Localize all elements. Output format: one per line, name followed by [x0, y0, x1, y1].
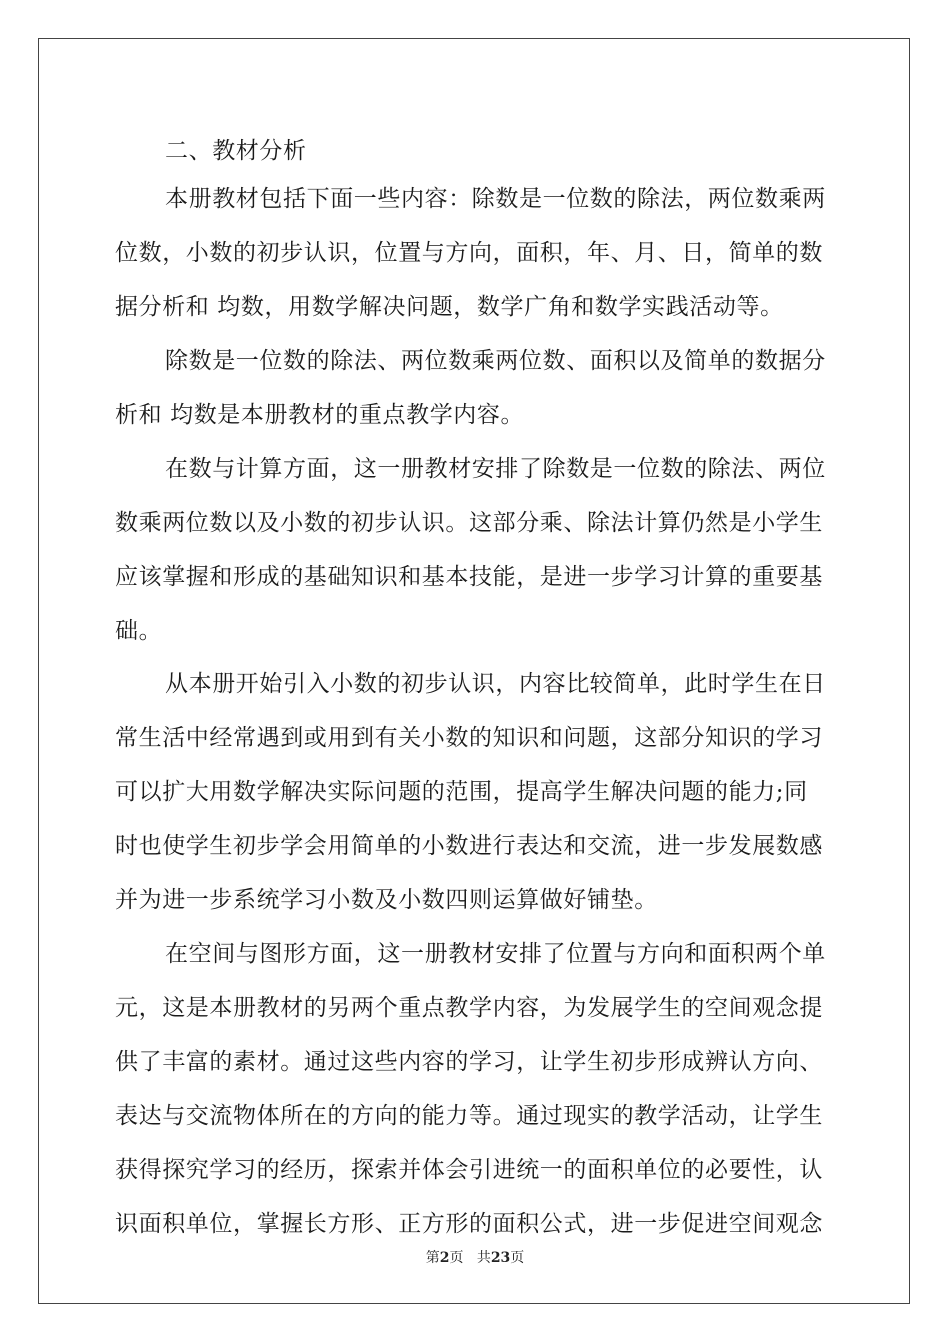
paragraph-line: 础。	[115, 618, 163, 644]
paragraph-line: 时也使学生初步学会用简单的小数进行表达和交流，进一步发展数感	[115, 833, 823, 859]
page-label-suffix: 页	[449, 1250, 464, 1266]
paragraph-line: 应该掌握和形成的基础知识和基本技能，是进一步学习计算的重要基	[115, 564, 823, 590]
page-footer	[0, 1247, 950, 1267]
section-heading: 二、教材分析	[165, 138, 307, 164]
paragraph-line: 除数是一位数的除法、两位数乘两位数、面积以及简单的数据分	[165, 348, 826, 374]
total-pages: 23	[490, 1250, 511, 1266]
total-label-suffix: 页	[510, 1250, 525, 1266]
paragraph-line: 常生活中经常遇到或用到有关小数的知识和问题，这部分知识的学习	[115, 725, 823, 751]
paragraph-line: 元，这是本册教材的另两个重点教学内容，为发展学生的空间观念提	[115, 995, 823, 1021]
paragraph-line: 本册教材包括下面一些内容：除数是一位数的除法，两位数乘两	[165, 186, 826, 212]
paragraph-line: 数乘两位数以及小数的初步认识。这部分乘、除法计算仍然是小学生	[115, 510, 823, 536]
paragraph-line: 表达与交流物体所在的方向的能力等。通过现实的教学活动，让学生	[115, 1103, 823, 1129]
paragraph-line: 供了丰富的素材。通过这些内容的学习，让学生初步形成辨认方向、	[115, 1049, 823, 1075]
paragraph-line: 可以扩大用数学解决实际问题的范围，提高学生解决问题的能力;同	[115, 779, 808, 805]
paragraph-line: 识面积单位，掌握长方形、正方形的面积公式，进一步促进空间观念	[115, 1211, 823, 1237]
paragraph-line: 获得探究学习的经历，探索并体会引进统一的面积单位的必要性，认	[115, 1157, 823, 1183]
paragraph-line: 从本册开始引入小数的初步认识，内容比较简单，此时学生在日	[165, 671, 826, 697]
paragraph-line: 在数与计算方面，这一册教材安排了除数是一位数的除法、两位	[165, 456, 826, 482]
total-label-prefix: 共	[476, 1250, 491, 1266]
page-label-prefix: 第	[425, 1250, 440, 1266]
page-number: 2	[439, 1250, 450, 1266]
paragraph-line: 位数，小数的初步认识，位置与方向，面积，年、月、日，简单的数	[115, 240, 823, 266]
paragraph-line: 并为进一步系统学习小数及小数四则运算做好铺垫。	[115, 887, 658, 913]
paragraph-line: 在空间与图形方面，这一册教材安排了位置与方向和面积两个单	[165, 941, 826, 967]
paragraph-line: 据分析和 均数，用数学解决问题，数学广角和数学实践活动等。	[115, 294, 784, 320]
paragraph-line: 析和 均数是本册教材的重点教学内容。	[115, 402, 525, 428]
